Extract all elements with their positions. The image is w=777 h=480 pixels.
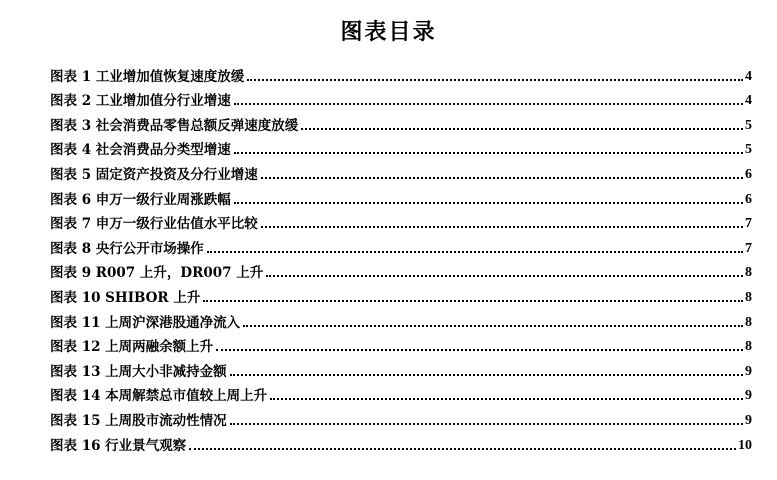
toc-entry[interactable] <box>50 209 752 234</box>
toc-entry[interactable] <box>50 381 752 406</box>
toc-dot-leader <box>261 177 743 179</box>
toc-entry-label: 图表 12 上周两融余额上升 <box>50 339 214 356</box>
toc-dot-leader <box>207 251 743 253</box>
toc-entry-label: 图表 10 SHIBOR 上升 <box>50 289 201 306</box>
toc-dot-leader <box>266 275 743 277</box>
toc-entry-label: 图表 15 上周股市流动性情况 <box>50 412 227 429</box>
toc-dot-leader <box>301 128 743 130</box>
toc-entry-page: 8 <box>745 339 752 355</box>
toc-entry-label: 图表 4 社会消费品分类型增速 <box>50 142 231 159</box>
toc-entry-label: 图表 16 行业景气观察 <box>50 437 187 454</box>
toc-entry-label: 图表 13 上周大小非减持金额 <box>50 363 227 380</box>
toc-dot-leader <box>189 448 736 450</box>
toc-entry[interactable] <box>50 184 752 209</box>
toc-dot-leader <box>230 423 743 425</box>
toc-dot-leader <box>234 152 743 154</box>
toc-entry-label: 图表 7 申万一级行业估值水平比较 <box>50 216 258 233</box>
toc-entry[interactable] <box>50 356 752 381</box>
toc-entry[interactable] <box>50 332 752 357</box>
toc-entry-page: 5 <box>745 117 752 133</box>
toc-entry[interactable] <box>50 430 752 455</box>
toc-entry-page: 5 <box>745 142 752 158</box>
toc-dot-leader <box>234 202 743 204</box>
toc-entry[interactable] <box>50 61 752 86</box>
toc-entry-page: 8 <box>745 265 752 281</box>
toc-dot-leader <box>234 103 743 105</box>
toc-dot-leader <box>203 300 743 302</box>
toc-dot-leader <box>247 79 743 81</box>
toc-entry-page: 6 <box>745 166 752 182</box>
toc-entry[interactable] <box>50 159 752 184</box>
toc-entry-label: 图表 6 申万一级行业周涨跌幅 <box>50 191 231 208</box>
toc-entry-page: 9 <box>745 388 752 404</box>
toc-dot-leader <box>261 226 743 228</box>
toc-entry-page: 8 <box>745 289 752 305</box>
toc-entry[interactable] <box>50 135 752 160</box>
toc-entry-page: 6 <box>745 191 752 207</box>
toc-entry-page: 4 <box>745 93 752 109</box>
toc-entry-label: 图表 3 社会消费品零售总额反弹速度放缓 <box>50 117 299 134</box>
toc-entry-page: 7 <box>745 240 752 256</box>
toc-dot-leader <box>270 398 743 400</box>
toc-entry[interactable] <box>50 307 752 332</box>
toc-entry-page: 4 <box>745 68 752 84</box>
toc-dot-leader <box>216 349 743 351</box>
toc-entry-label: 图表 14 本周解禁总市值较上周上升 <box>50 388 268 405</box>
toc-entry-page: 9 <box>745 412 752 428</box>
toc-entry-label: 图表 1 工业增加值恢复速度放缓 <box>50 68 245 85</box>
toc-entry[interactable] <box>50 258 752 283</box>
toc-entry-label: 图表 5 固定资产投资及分行业增速 <box>50 166 258 183</box>
toc-dot-leader <box>230 374 743 376</box>
toc-title: 图表目录 <box>340 19 437 45</box>
toc-entry[interactable] <box>50 405 752 430</box>
toc-entry[interactable] <box>50 86 752 111</box>
toc-entry-page: 8 <box>745 314 752 330</box>
toc-entry[interactable] <box>50 282 752 307</box>
toc-entry-label: 图表 2 工业增加值分行业增速 <box>50 93 231 110</box>
toc-entry-label: 图表 11 上周沪深港股通净流入 <box>50 314 241 331</box>
toc-list <box>50 61 752 455</box>
toc-entry-label: 图表 9 R007 上升，DR007 上升 <box>50 265 264 282</box>
toc-entry-page: 10 <box>738 437 752 453</box>
toc-entry[interactable] <box>50 110 752 135</box>
toc-entry-label: 图表 8 央行公开市场操作 <box>50 240 204 257</box>
toc-entry-page: 9 <box>745 363 752 379</box>
toc-dot-leader <box>243 325 743 327</box>
toc-entry[interactable] <box>50 233 752 258</box>
toc-entry-page: 7 <box>745 216 752 232</box>
